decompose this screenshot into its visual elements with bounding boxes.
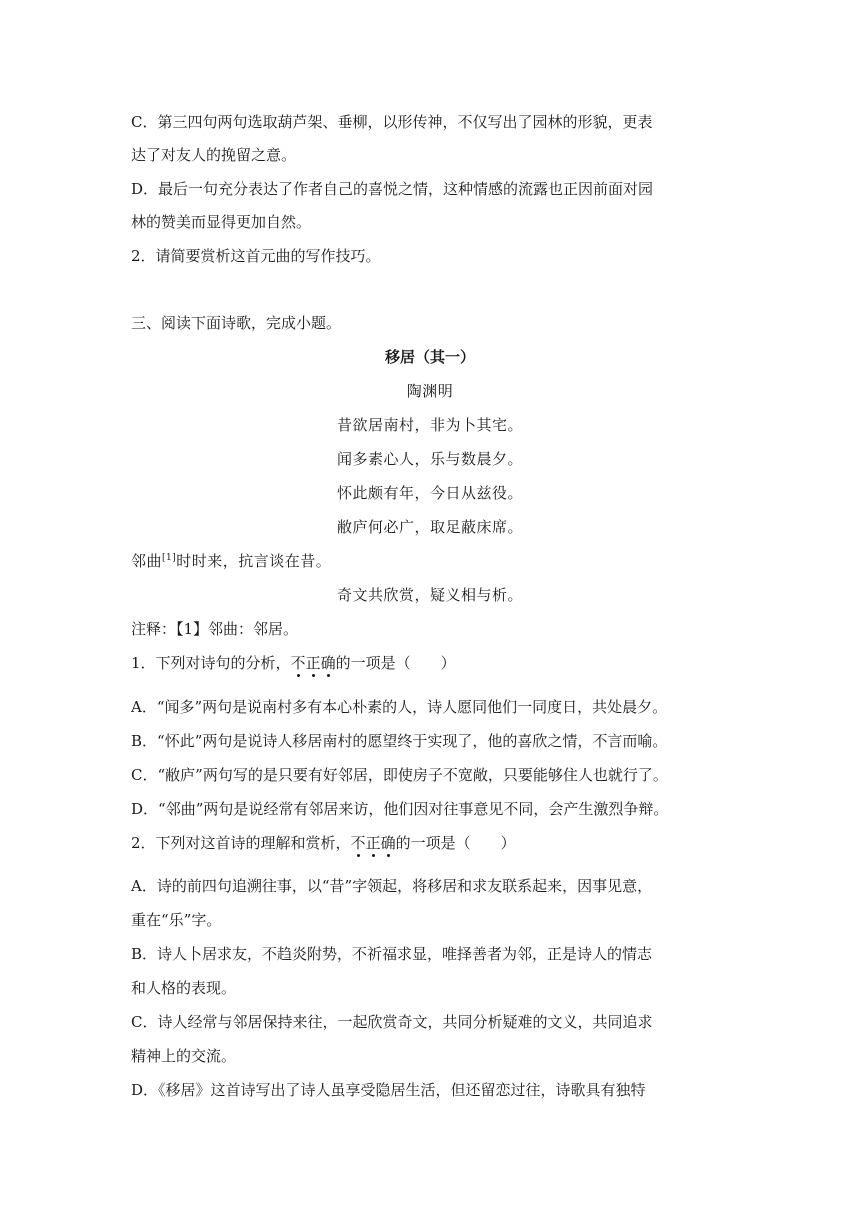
option-d-line-2: 林的赞美而显得更加自然。 — [131, 213, 312, 231]
question-1-stem-start: 1．下列对诗句的分析， — [131, 654, 291, 672]
poem-line-6: 奇文共欣赏，疑义相与析。 — [336, 586, 523, 604]
question-1-stem-end: 的一项是（ ） — [335, 654, 456, 672]
poem-line-5-start: 邻曲 — [131, 552, 163, 570]
poem-line-1: 昔欲居南村，非为卜其宅。 — [336, 416, 523, 434]
poem-author: 陶渊明 — [406, 382, 454, 400]
emphasis-char: 不 — [290, 654, 306, 672]
poem-title: 移居（其一） — [384, 348, 475, 366]
annotation-note: 注释：【1】邻曲：邻居。 — [131, 620, 299, 638]
question-2-prompt: 2．请简要赏析这首元曲的写作技巧。 — [131, 247, 381, 265]
question-1-option-a: A．“闻多”两句是说南村多有本心朴素的人，诗人愿同他们一同度日，共处晨夕。 — [131, 698, 668, 716]
poem-line-4: 敝庐何必广，取足蔽床席。 — [336, 518, 523, 536]
question-2-stem-end: 的一项是（ ） — [395, 834, 516, 852]
question-1-option-c: C．“敝庐”两句写的是只要有好邻居，即使房子不宽敞，只要能够住人也就行了。 — [131, 766, 668, 784]
option-c-line-1: C．第三四句两句选取葫芦架、垂柳，以形传神，不仅写出了园林的形貌，更表 — [131, 113, 653, 131]
question-2-option-c-line-2: 精神上的交流。 — [131, 1047, 237, 1065]
emphasis-char: 确 — [380, 834, 396, 852]
question-2-option-a-line-1: A．诗的前四句追溯往事，以“昔”字领起，将移居和求友联系起来，因事见意， — [131, 877, 653, 895]
poem-line-5-end: 时时来，抗言谈在昔。 — [176, 552, 332, 570]
emphasis-char: 正 — [305, 654, 321, 672]
question-2-option-b-line-1: B．诗人卜居求友，不趋炎附势，不祈福求显，唯择善者为邻，正是诗人的情志 — [131, 945, 653, 963]
section-heading: 三、阅读下面诗歌，完成小题。 — [131, 314, 342, 332]
poem-line-2: 闻多素心人，乐与数晨夕。 — [336, 450, 523, 468]
question-2-stem — [131, 833, 516, 853]
poem-line-3: 怀此颇有年，今日从兹役。 — [336, 484, 523, 502]
question-2-option-b-line-2: 和人格的表现。 — [131, 979, 237, 997]
emphasis-char: 正 — [365, 834, 381, 852]
question-2-stem-start: 2．下列对这首诗的理解和赏析， — [131, 834, 351, 852]
emphasis-char: 确 — [320, 654, 336, 672]
question-2-option-c-line-1: C．诗人经常与邻居保持来往，一起欣赏奇文，共同分析疑难的文义，共同追求 — [131, 1013, 653, 1031]
option-c-line-2: 达了对友人的挽留之意。 — [131, 146, 297, 164]
option-d-line-1: D．最后一句充分表达了作者自己的喜悦之情，这种情感的流露也正因前面对园 — [131, 180, 654, 198]
question-2-option-d-line-1: D．《移居》这首诗写出了诗人虽享受隐居生活，但还留恋过往，诗歌具有独特 — [131, 1081, 646, 1099]
question-1-option-b: B．“怀此”两句是说诗人移居南村的愿望终于实现了，他的喜欣之情，不言而喻。 — [131, 732, 668, 750]
question-1-stem — [131, 653, 456, 673]
footnote-marker: [1] — [162, 553, 177, 563]
question-1-option-d: D．“邻曲”两句是说经常有邻居来访，他们因对往事意见不同，会产生激烈争辩。 — [131, 800, 669, 818]
emphasis-char: 不 — [350, 834, 366, 852]
poem-line-5 — [131, 551, 331, 571]
question-2-option-a-line-2: 重在“乐”字。 — [131, 911, 222, 929]
